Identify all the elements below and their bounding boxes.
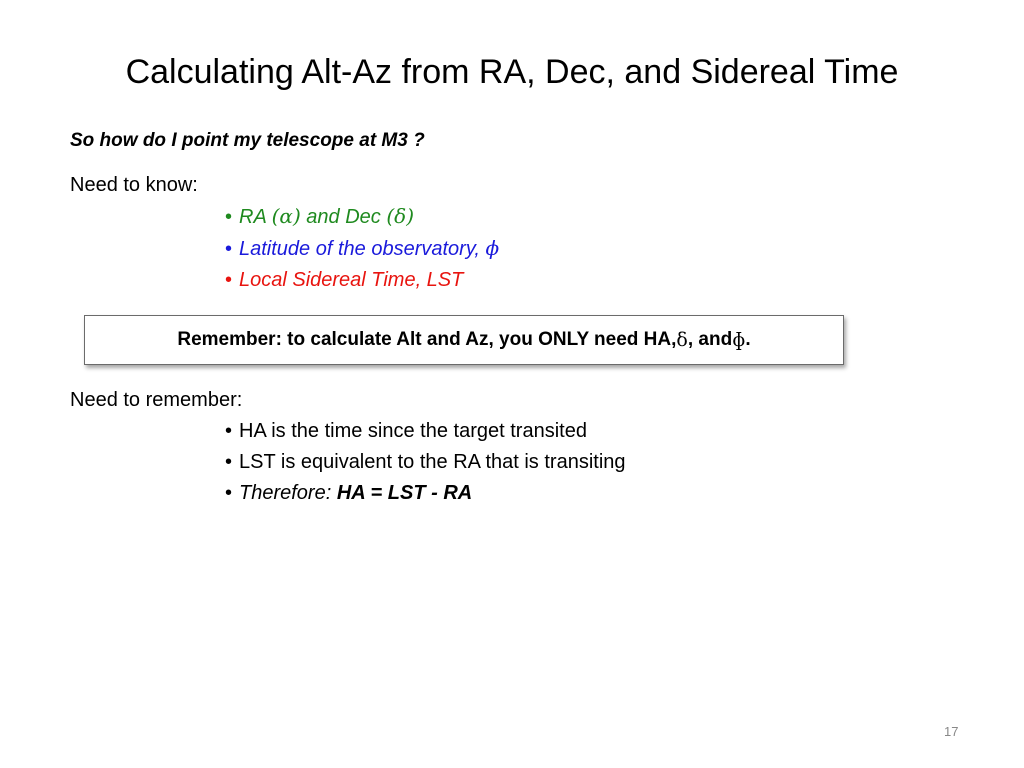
list-item-lst-definition	[225, 447, 626, 478]
bullet-icon: •	[225, 238, 233, 260]
lst-label: Local Sidereal Time, LST	[239, 269, 464, 291]
callout-text: .	[745, 329, 751, 350]
need-to-know-list	[225, 201, 499, 296]
callout-text: Remember: to calculate Alt and Az, you ONLY need HA,	[177, 329, 677, 350]
phi-symbol: ɸ	[732, 329, 746, 351]
paren-open: (	[386, 204, 395, 228]
list-item-ha-definition	[225, 416, 626, 447]
ra-label: RA	[239, 206, 272, 228]
callout-text: , and	[687, 329, 733, 350]
list-item-text: LST is equivalent to the RA that is transiting	[239, 451, 626, 473]
need-to-remember-list	[225, 416, 626, 509]
remember-callout-box	[84, 315, 844, 365]
list-item-latitude	[225, 233, 499, 265]
list-item-lst	[225, 265, 499, 296]
list-item-text: HA is the time since the target transited	[239, 420, 587, 442]
phi-symbol: ϕ	[485, 236, 500, 260]
delta-symbol: δ	[676, 329, 688, 351]
page-number: 17	[944, 724, 959, 739]
alpha-symbol: α	[279, 204, 293, 228]
list-item-therefore	[225, 478, 626, 509]
paren-close: )	[292, 204, 301, 228]
bullet-icon: •	[225, 482, 233, 504]
bullet-icon: •	[225, 451, 233, 473]
need-to-remember-heading: Need to remember:	[70, 389, 243, 411]
delta-symbol: δ	[394, 204, 407, 228]
therefore-label: Therefore:	[239, 482, 337, 504]
dec-label: and Dec	[300, 206, 387, 228]
paren-close: )	[406, 204, 415, 228]
bullet-icon: •	[225, 269, 233, 291]
need-to-know-heading: Need to know:	[70, 174, 198, 196]
bullet-icon: •	[225, 206, 233, 228]
list-item-ra-dec	[225, 201, 499, 233]
question-text: So how do I point my telescope at M3 ?	[70, 130, 425, 151]
ha-formula: HA = LST - RA	[336, 482, 473, 504]
bullet-icon: •	[225, 420, 233, 442]
paren-open: (	[271, 204, 280, 228]
slide-title: Calculating Alt-Az from RA, Dec, and Sidereal Time	[125, 53, 899, 91]
latitude-label: Latitude of the observatory,	[239, 238, 486, 260]
